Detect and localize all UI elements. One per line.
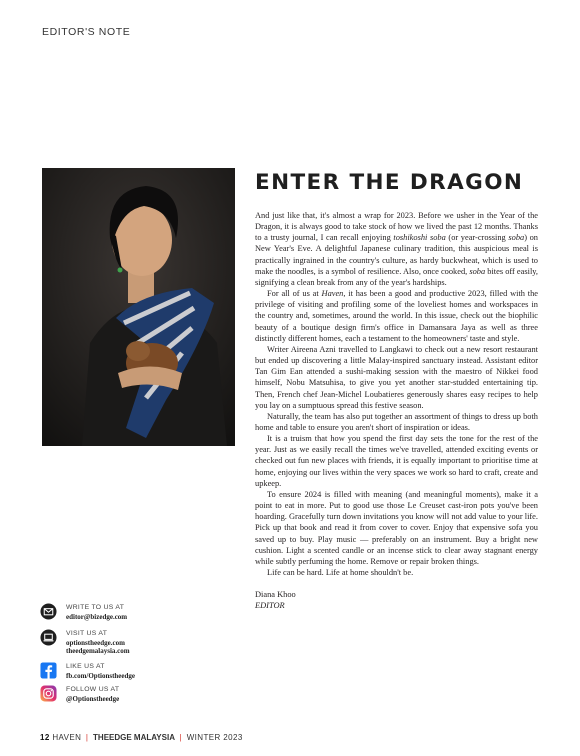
issue-label: WINTER 2023	[186, 733, 243, 742]
magazine-name: HAVEN	[52, 733, 82, 742]
editor-portrait-photo	[42, 168, 235, 446]
contact-label: LIKE US AT	[66, 663, 105, 670]
contact-email[interactable]: editor@bizedge.com	[66, 612, 128, 621]
contact-follow[interactable]	[40, 685, 230, 713]
contact-label: VISIT US AT	[66, 630, 108, 637]
publication-name: THEEDGE MALAYSIA	[93, 733, 175, 742]
paragraph-3: Writer Aireena Azni travelled to Langkawi to check out a new resort restaurant but ended up discovering a little Malay-inspired sanctuary instead. Assistant editor Tan Gim Ean attended a sushi-making session with the maestro of Nikkei food himself, Nobu Matsuhisa, to give you yet another star-studded entertaining tip. Then, French chef Jean-Michel Loubatieres generously shares easy recipes to help you lay on a sumptuous spread this festive season.	[255, 344, 538, 410]
editor-role: EDITOR	[255, 601, 285, 611]
contact-website[interactable]: optionstheedge.com	[66, 638, 125, 647]
contact-label: FOLLOW US AT	[66, 686, 120, 693]
paragraph-4: Naturally, the team has also put together an assortment of things to dress up both home and table to ensure you aren't short of inspiration or ideas.	[255, 411, 538, 432]
divider: |	[85, 733, 89, 742]
paragraph-6: To ensure 2024 is filled with meaning (and meaningful moments), make it a point to eat in more. Put to good use those Le Creuset cast-iron pots you've been hoarding. Gracefully turn down invitations you know will not add value to your life. Pick up that book and read it from cover to cover. Enjoy that expensive sofa you saved up to buy. Play music — preferably on an instrument. Buy a bright new cushion. Light a scented candle or an incense stick to clear away stagnant energy while subtly perfuming the home. Remove or repair broken things.	[255, 489, 538, 566]
article-headline: ENTER THE DRAGON	[255, 170, 524, 195]
section-label: EDITOR'S NOTE	[42, 26, 131, 38]
paragraph-5: It is a truism that how you spend the first day sets the tone for the rest of the year. Just as we easily recall the times we've travelled, attended exciting events or checked out fun new places with friends, it is equally important to prioritise time at home, enjoying our lives within the very spaces we work so hard to craft, create and upkeep.	[255, 434, 538, 488]
article-body	[255, 210, 538, 611]
contact-label: WRITE TO US AT	[66, 604, 125, 611]
paragraph-2: For all of us at Haven, it has been a good and productive 2023, filled with the privilege of visiting and profiling some of the loveliest homes and workspaces in the country and, sometimes, around the world. In this issue, check out the biophilic beauty of a boutique design firm's office in Damansara Jaya as well as three distinctly different homes, each a testament to the homeowners' taste and style.	[255, 289, 538, 343]
editor-signature: Diana Khoo	[255, 590, 296, 600]
contact-website[interactable]: theedgemalaysia.com	[66, 647, 130, 656]
divider: |	[179, 733, 183, 742]
laptop-icon	[40, 629, 57, 646]
contact-facebook[interactable]: fb.com/Optionstheedge	[66, 671, 136, 680]
paragraph-7: Life can be hard. Life at home shouldn't be.	[267, 568, 414, 577]
instagram-icon	[40, 685, 57, 702]
contact-instagram[interactable]: @Optionstheedge	[66, 694, 120, 703]
envelope-icon	[40, 603, 57, 620]
facebook-icon	[40, 662, 57, 679]
page-footer	[40, 733, 243, 742]
page-number: 12	[40, 733, 50, 742]
paragraph-1: And just like that, it's almost a wrap for 2023. Before we usher in the Year of the Dragon, it is always good to take stock of how we lived the past 12 months. Thanks to a trusty journal, I can recall enjoying toshikoshi soba (or year-crossing soba) on New Year's Eve. A delightful Japanese culinary tradition, this auspicious meal is practically ingrained in the country's culture, as hardy buckwheat, which is used to make the noodles, is a symbol of resilience. Also, once cooked, soba bites off easily, signifying a clean break from any of the year's hardships.	[255, 211, 539, 287]
contact-write[interactable]	[40, 603, 230, 631]
contact-visit[interactable]	[40, 629, 230, 657]
